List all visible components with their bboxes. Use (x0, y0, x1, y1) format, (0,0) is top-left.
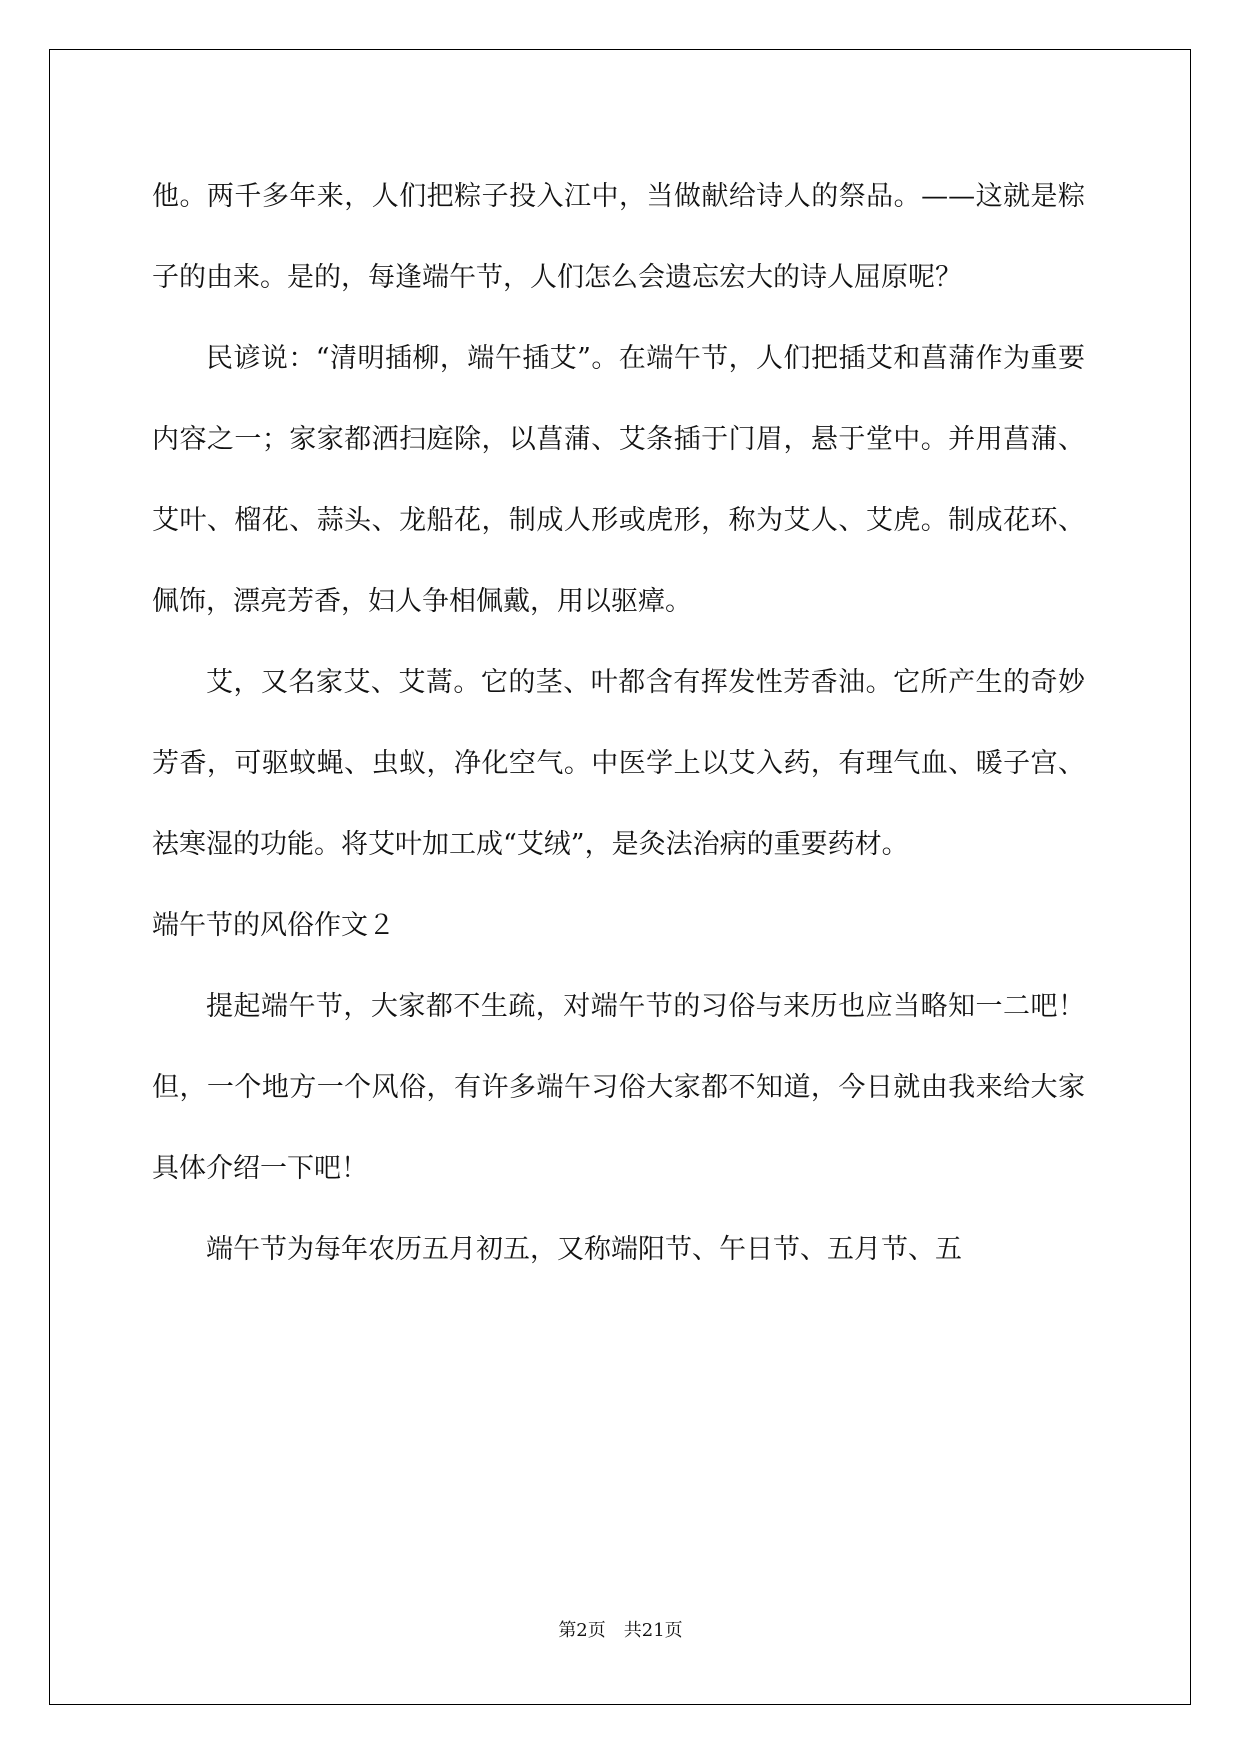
paragraph-2: 民谚说：“清明插柳，端午插艾”。在端午节，人们把插艾和菖蒲作为重要内容之一；家家都洒扫庭除，以菖蒲、艾条插于门眉，悬于堂中。并用菖蒲、艾叶、榴花、蒜头、龙船花，制成人形或虎形，称为艾人、艾虎。制成花环、佩饰，漂亮芳香，妇人争相佩戴，用以驱瘴。 (152, 343, 1085, 617)
page-number: 第2页 (558, 1620, 606, 1641)
paragraph-4: 提起端午节，大家都不生疏，对端午节的习俗与来历也应当略知一二吧！但，一个地方一个风俗，有许多端午习俗大家都不知道，今日就由我来给大家具体介绍一下吧！ (152, 991, 1085, 1184)
page-total: 共21页 (623, 1620, 683, 1641)
paragraph-1: 他。两千多年来，人们把粽子投入江中，当做献给诗人的祭品。——这就是粽子的由来。是的，每逢端午节，人们怎么会遗忘宏大的诗人屈原呢？ (152, 181, 1085, 293)
page-footer (0, 1616, 1241, 1642)
document-body (152, 156, 1085, 1290)
paragraph-3: 艾，又名家艾、艾蒿。它的茎、叶都含有挥发性芳香油。它所产生的奇妙芳香，可驱蚊蝇、虫蚁，净化空气。中医学上以艾入药，有理气血、暖子宫、祛寒湿的功能。将艾叶加工成“艾绒”，是灸法治病的重要药材。 (152, 667, 1085, 860)
paragraph-5: 端午节为每年农历五月初五，又称端阳节、午日节、五月节、五 (206, 1234, 962, 1265)
section-heading: 端午节的风俗作文２ (152, 910, 395, 941)
